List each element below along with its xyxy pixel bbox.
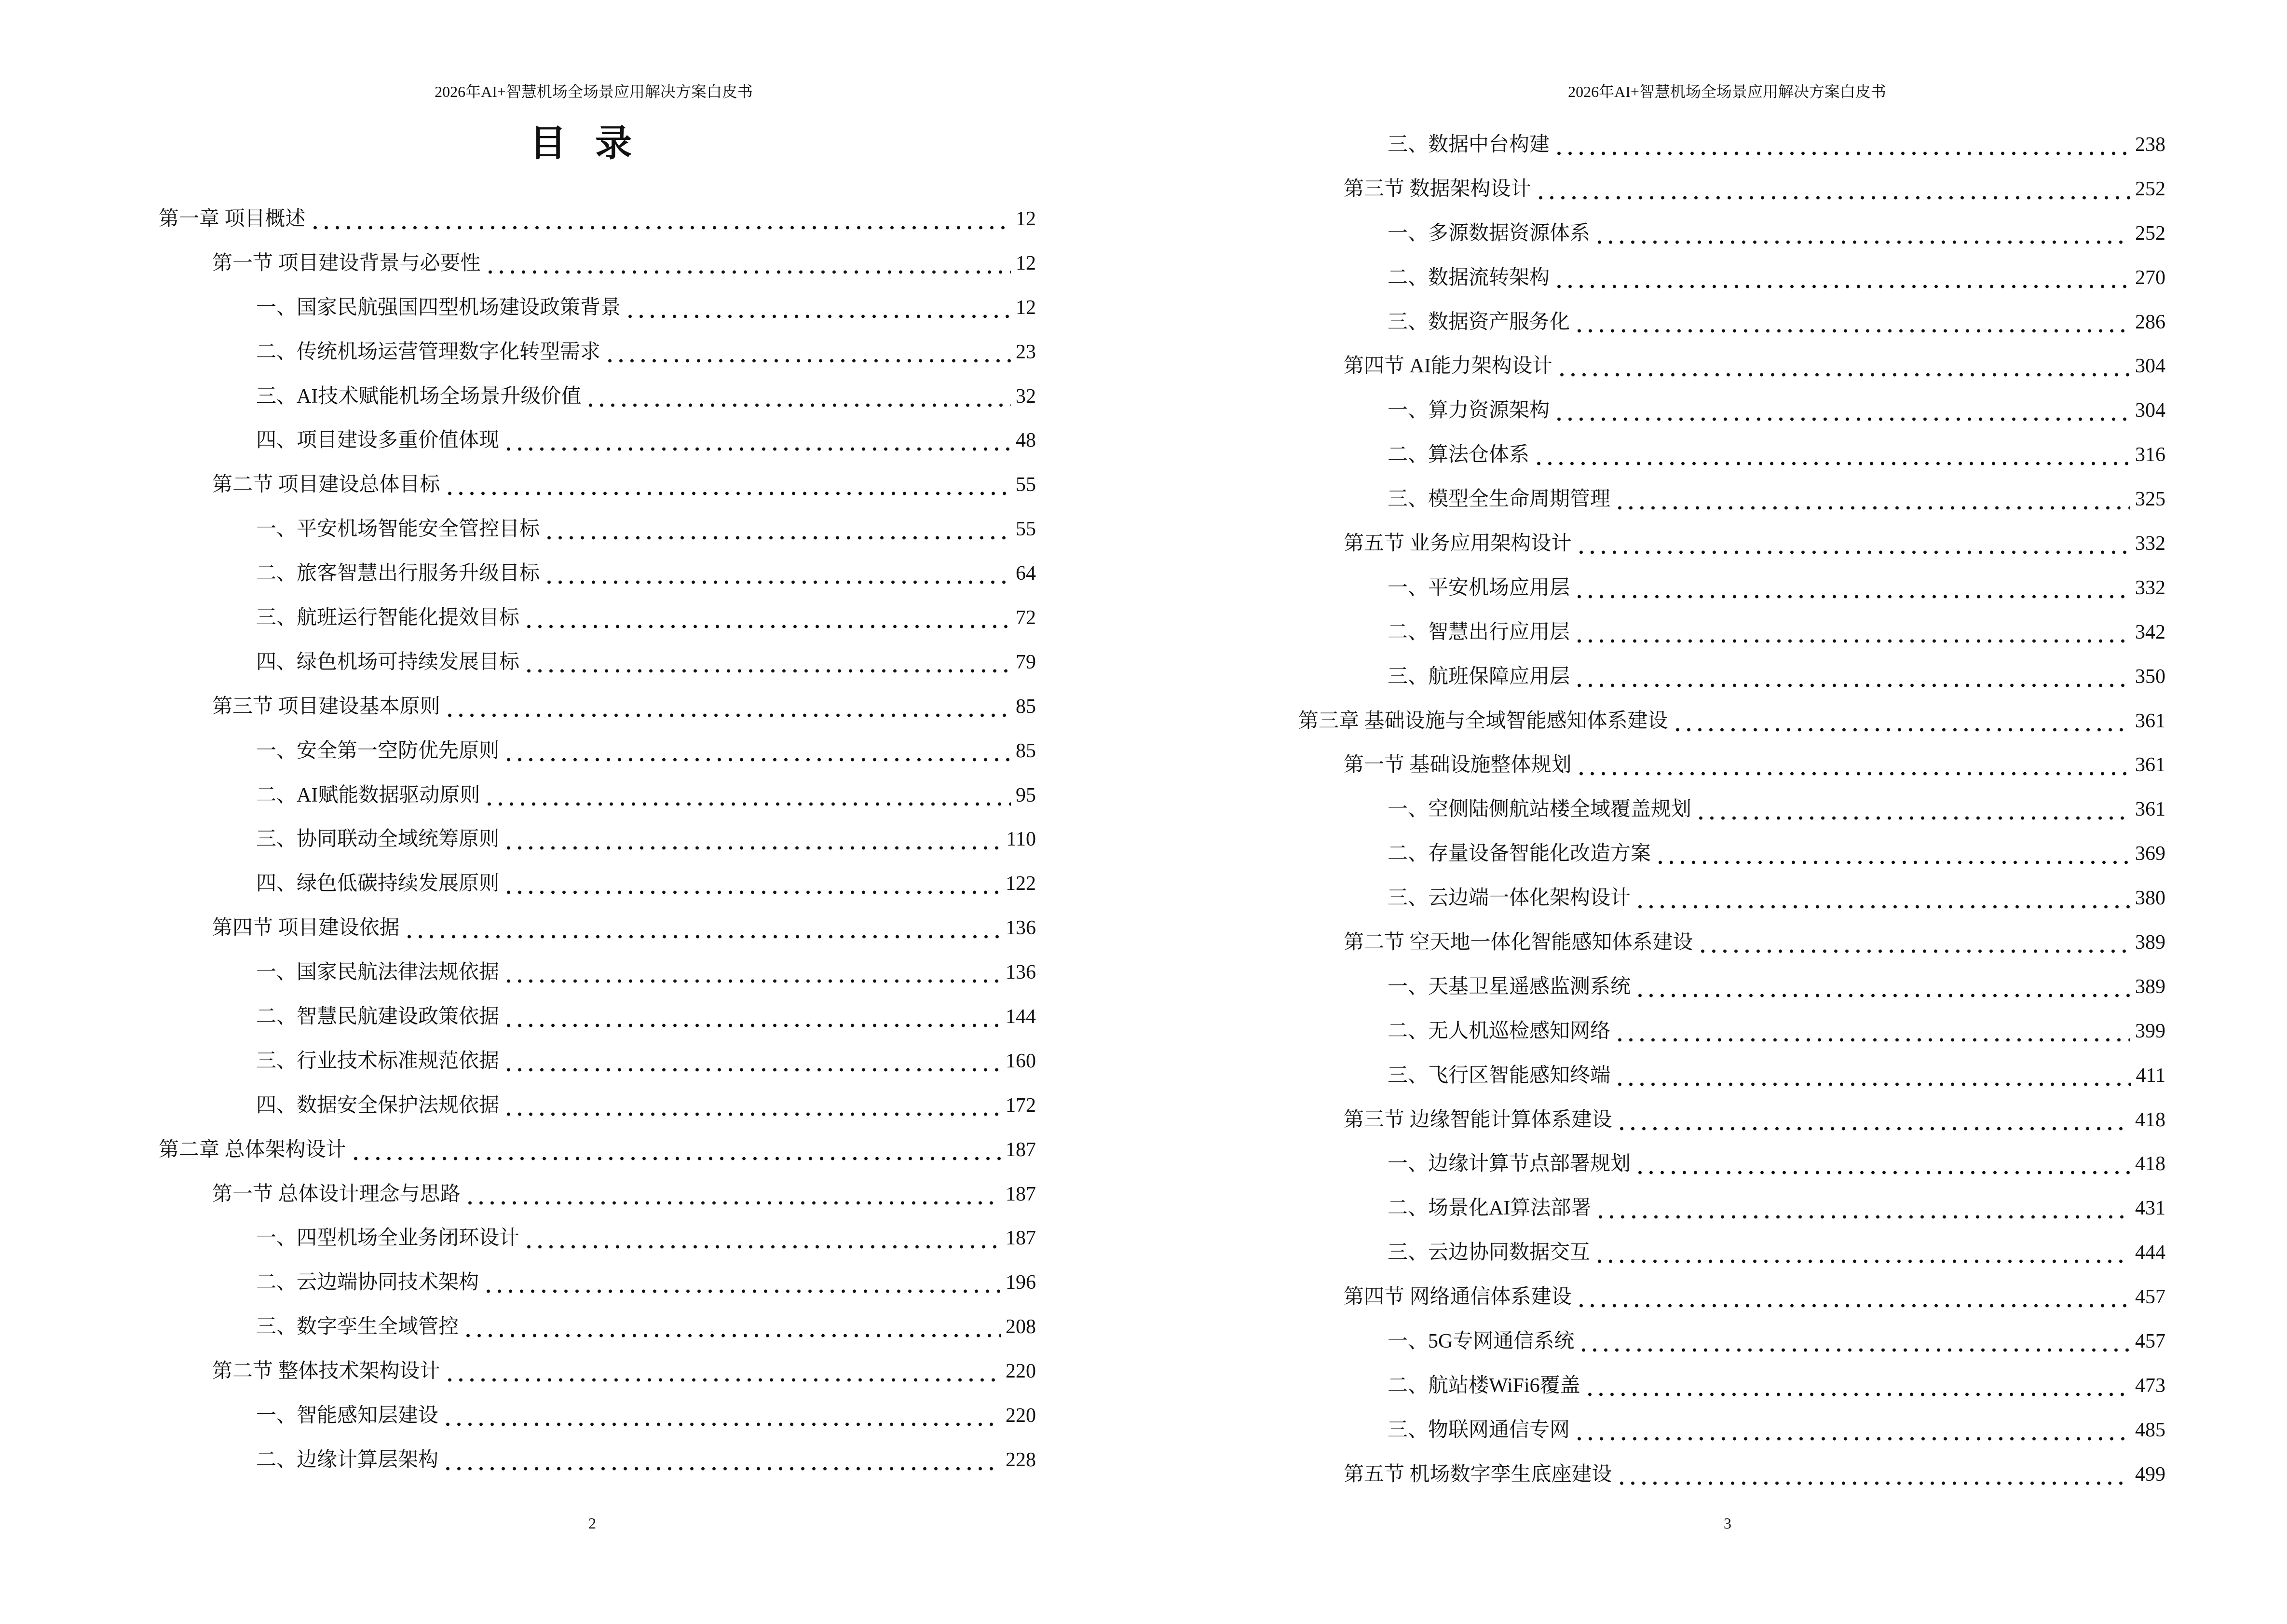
toc-entry-page-number: 350 [2135,665,2165,688]
toc-entry-page-number: 95 [1016,784,1036,806]
toc-entry-label: 二、存量设备智能化改造方案 [1388,843,1651,865]
dot-leader [1574,621,2130,644]
toc-entry-subsection[interactable] [0,551,1144,596]
toc-entry-label: 第三节 边缘智能计算体系建设 [1344,1108,1612,1131]
toc-entry-label: 一、边缘计算节点部署规划 [1388,1153,1631,1175]
toc-entry-page-number: 110 [1006,828,1036,851]
toc-entry-page-number: 136 [1006,961,1036,984]
dot-leader [1616,1108,2130,1132]
toc-entry-label: 二、智慧民航建设政策依据 [256,1005,500,1028]
toc-entry-section[interactable] [1144,743,2287,787]
dot-leader [1614,488,2130,511]
toc-entry-page-number: 55 [1016,474,1036,496]
toc-entry-label: 三、航班运行智能化提效目标 [256,606,520,629]
dot-leader [442,1448,1001,1472]
toc-entry-subsection[interactable] [0,817,1144,861]
toc-entry-page-number: 361 [2135,754,2165,777]
toc-entry-label: 第三章 基础设施与全域智能感知体系建设 [1298,710,1668,732]
toc-entry-page-number: 72 [1016,606,1036,629]
toc-entry-label: 四、项目建设多重价值体现 [256,429,500,452]
toc-entry-subsection[interactable] [1144,610,2287,655]
toc-entry-page-number: 32 [1016,385,1036,408]
toc-entry-subsection[interactable] [0,950,1144,995]
toc-entry-page-number: 444 [2135,1242,2165,1264]
toc-entry-section[interactable] [1144,1452,2287,1497]
toc-entry-page-number: 160 [1006,1050,1036,1072]
toc-entry-subsection[interactable] [1144,566,2287,610]
toc-entry-label: 第五节 业务应用架构设计 [1344,532,1572,555]
toc-entry-label: 第一节 项目建设背景与必要性 [212,252,481,274]
toc-entry-page-number: 64 [1016,562,1036,585]
toc-entry-subsection[interactable] [1144,1408,2287,1452]
dot-leader [1574,311,2130,334]
dot-leader [503,961,1001,984]
toc-entry-page-number: 252 [2135,177,2165,200]
toc-entry-page-number: 136 [1006,917,1036,940]
toc-entry-label: 第四节 网络通信体系建设 [1344,1286,1572,1309]
dot-leader [1553,399,2130,422]
toc-entry-label: 三、模型全生命周期管理 [1388,488,1611,511]
toc-entry-subsection[interactable] [0,1438,1144,1482]
dot-leader [1553,266,2130,289]
dot-leader [1672,710,2130,733]
dot-leader [442,1404,1001,1427]
toc-entry-section[interactable] [1144,920,2287,965]
toc-title: 目录 [530,123,661,164]
dot-leader [1533,443,2130,466]
toc-entry-page-number: 380 [2135,887,2165,910]
dot-leader [1614,1064,2131,1087]
toc-entry-section[interactable] [0,463,1144,507]
toc-entry-subsection[interactable] [1144,433,2287,477]
dot-leader [544,518,1011,541]
toc-entry-page-number: 325 [2135,488,2165,511]
toc-entry-subsection[interactable] [0,330,1144,374]
dot-leader [503,429,1011,452]
toc-entry-subsection[interactable] [1144,300,2287,344]
toc-entry-label: 二、云边端协同技术架构 [256,1271,479,1294]
toc-entry-label: 一、天基卫星遥感监测系统 [1388,975,1631,998]
dot-leader [503,872,1001,895]
toc-entry-label: 三、协同联动全域统筹原则 [256,828,500,851]
toc-entry-label: 二、边缘计算层架构 [256,1448,439,1471]
toc-entry-label: 一、四型机场全业务闭环设计 [256,1227,520,1250]
toc-entry-label: 三、飞行区智能感知终端 [1388,1064,1611,1087]
toc-entry-label: 二、算法仓体系 [1388,444,1530,466]
toc-entry-label: 一、算力资源架构 [1388,399,1550,422]
toc-entry-subsection[interactable] [0,1305,1144,1349]
toc-entry-page-number: 304 [2135,355,2165,378]
toc-entry-page-number: 342 [2135,621,2165,643]
toc-entry-page-number: 208 [1006,1316,1036,1338]
dot-leader [1634,975,2130,998]
toc-entry-label: 第一节 基础设施整体规划 [1344,754,1572,777]
dot-leader [1576,532,2130,555]
running-header: 2026年AI+智慧机场全场景应用解决方案白皮书 [435,83,753,100]
dot-leader [523,651,1011,674]
dot-leader [444,1360,1001,1383]
toc-entry-page-number: 12 [1016,207,1036,230]
toc-entry-label: 第三节 数据架构设计 [1344,177,1531,200]
toc-entry-label: 三、AI技术赋能机场全场景升级价值 [256,385,582,408]
dot-leader [523,606,1011,629]
dot-leader [1614,1020,2130,1043]
page-number: 3 [1724,1515,1731,1532]
toc-entry-subsection[interactable] [1144,832,2287,876]
toc-entry-label: 二、数据流转架构 [1388,266,1550,289]
toc-entry-section[interactable] [1144,521,2287,566]
toc-entry-page-number: 55 [1016,518,1036,541]
toc-entry-subsection[interactable] [0,418,1144,463]
toc-entry-label: 三、航班保障应用层 [1388,665,1570,688]
dot-leader [1616,1463,2130,1486]
toc-entry-label: 四、数据安全保护法规依据 [256,1094,500,1117]
toc-entry-page-number: 270 [2135,266,2165,289]
toc-entry-label: 第二节 项目建设总体目标 [212,474,440,496]
toc-entry-label: 第四节 AI能力架构设计 [1344,355,1552,378]
toc-entry-label: 三、云边协同数据交互 [1388,1242,1591,1264]
toc-entry-label: 一、安全第一空防优先原则 [256,739,500,762]
toc-entry-page-number: 85 [1016,695,1036,718]
toc-entry-label: 第二章 总体架构设计 [159,1138,346,1161]
toc-entry-subsection[interactable] [1144,477,2287,521]
toc-entry-page-number: 411 [2136,1064,2165,1087]
dot-leader [503,1050,1001,1073]
toc-entry-subsection[interactable] [1144,256,2287,300]
toc-entry-page-number: 389 [2135,975,2165,998]
toc-entry-subsection[interactable] [1144,388,2287,433]
running-header: 2026年AI+智慧机场全场景应用解决方案白皮书 [1568,83,1886,100]
dot-leader [1556,355,2130,378]
table-of-contents [1144,123,2287,1497]
toc-entry-section[interactable] [0,241,1144,286]
dot-leader [1576,753,2130,777]
dot-leader [1594,222,2130,245]
dot-leader [604,341,1011,364]
toc-entry-section[interactable] [0,684,1144,729]
toc-entry-subsection[interactable] [1144,123,2287,167]
right-page [1144,0,2287,1624]
dot-leader [1576,1285,2130,1309]
dot-leader [503,739,1011,763]
toc-entry-label: 二、航站楼WiFi6覆盖 [1388,1374,1580,1397]
toc-entry-label: 三、数据中台构建 [1388,133,1550,156]
toc-entry-subsection[interactable] [1144,1053,2287,1098]
toc-entry-subsection[interactable] [0,1216,1144,1260]
toc-entry-label: 一、平安机场智能安全管控目标 [256,518,540,541]
toc-entry-page-number: 187 [1006,1138,1036,1161]
toc-entry-label: 一、国家民航强国四型机场建设政策背景 [256,296,621,319]
dot-leader [1574,1419,2130,1442]
dot-leader [1634,887,2130,910]
dot-leader [1574,665,2130,688]
toc-entry-subsection[interactable] [1144,655,2287,699]
toc-entry-page-number: 172 [1006,1094,1036,1117]
dot-leader [503,828,1002,851]
toc-entry-subsection[interactable] [1144,211,2287,256]
dot-leader [625,296,1011,319]
dot-leader [1595,1197,2130,1220]
toc-entry-label: 二、AI赋能数据驱动原则 [256,784,480,806]
toc-entry-label: 三、云边端一体化架构设计 [1388,887,1631,910]
toc-entry-subsection[interactable] [0,773,1144,818]
toc-entry-subsection[interactable] [1144,1186,2287,1230]
toc-entry-page-number: 252 [2135,222,2165,245]
toc-entry-page-number: 196 [1006,1271,1036,1294]
toc-entry-page-number: 79 [1016,651,1036,673]
dot-leader [585,385,1011,408]
toc-entry-label: 一、平安机场应用层 [1388,576,1570,599]
toc-entry-label: 第五节 机场数字孪生底座建设 [1344,1463,1612,1486]
dot-leader [464,1183,1001,1206]
toc-entry-subsection[interactable] [1144,787,2287,832]
toc-entry-label: 第四节 项目建设依据 [212,917,400,940]
toc-entry-page-number: 316 [2135,444,2165,466]
toc-entry-page-number: 238 [2135,133,2165,156]
toc-entry-subsection[interactable] [1144,1009,2287,1053]
toc-entry-subsection[interactable] [1144,965,2287,1009]
toc-entry-page-number: 332 [2135,532,2165,555]
toc-entry-subsection[interactable] [0,640,1144,684]
toc-entry-page-number: 431 [2135,1197,2165,1220]
toc-entry-label: 四、绿色机场可持续发展目标 [256,651,520,673]
toc-entry-subsection[interactable] [0,596,1144,640]
toc-entry-page-number: 485 [2135,1419,2165,1441]
toc-entry-page-number: 220 [1006,1360,1036,1383]
toc-entry-page-number: 499 [2135,1463,2165,1486]
toc-entry-page-number: 286 [2135,311,2165,333]
dot-leader [1578,1330,2130,1353]
toc-entry-label: 第二节 整体技术架构设计 [212,1360,440,1383]
dot-leader [1655,842,2130,865]
toc-entry-subsection[interactable] [0,1083,1144,1128]
toc-entry-page-number: 12 [1016,296,1036,319]
toc-entry-label: 一、空侧陆侧航站楼全域覆盖规划 [1388,798,1692,821]
dot-leader [310,207,1011,231]
page-number: 2 [588,1515,596,1532]
toc-entry-section[interactable] [1144,1275,2287,1319]
toc-entry-label: 二、无人机巡检感知网络 [1388,1020,1611,1042]
toc-entry-label: 二、旅客智慧出行服务升级目标 [256,562,540,585]
dot-leader [503,1005,1001,1028]
dot-leader [1594,1241,2130,1264]
toc-entry-section[interactable] [1144,167,2287,211]
toc-entry-page-number: 122 [1006,873,1036,895]
toc-entry-page-number: 389 [2135,931,2165,954]
toc-entry-subsection[interactable] [1144,1319,2287,1364]
dot-leader [1535,177,2130,201]
toc-entry-subsection[interactable] [1144,1230,2287,1275]
toc-entry-section[interactable] [0,906,1144,950]
dot-leader [463,1315,1001,1338]
toc-entry-page-number: 187 [1006,1227,1036,1250]
toc-entry-page-number: 220 [1006,1404,1036,1427]
dot-leader [1574,576,2130,600]
dot-leader [350,1138,1001,1161]
toc-entry-page-number: 418 [2135,1108,2165,1131]
toc-entry-label: 第一章 项目概述 [159,207,306,230]
toc-entry-label: 三、行业技术标准规范依据 [256,1050,500,1072]
dot-leader [544,562,1011,585]
toc-entry-page-number: 187 [1006,1183,1036,1205]
dot-leader [1695,798,2130,821]
toc-entry-page-number: 12 [1016,252,1036,274]
toc-entry-subsection[interactable] [1144,876,2287,920]
toc-entry-page-number: 361 [2135,798,2165,821]
toc-entry-label: 三、数字孪生全域管控 [256,1316,459,1338]
toc-entry-subsection[interactable] [0,729,1144,773]
toc-entry-section[interactable] [0,1172,1144,1216]
toc-entry-page-number: 418 [2135,1153,2165,1175]
toc-entry-chapter[interactable] [0,197,1144,241]
toc-entry-subsection[interactable] [0,374,1144,419]
toc-entry-label: 一、5G专网通信系统 [1388,1330,1575,1352]
toc-entry-subsection[interactable] [0,995,1144,1039]
toc-entry-page-number: 369 [2135,843,2165,865]
toc-entry-label: 第一节 总体设计理念与思路 [212,1183,461,1205]
toc-entry-page-number: 23 [1016,341,1036,363]
toc-entry-label: 三、数据资产服务化 [1388,311,1570,333]
toc-entry-page-number: 473 [2135,1374,2165,1397]
toc-entry-label: 二、智慧出行应用层 [1388,621,1570,643]
dot-leader [1634,1152,2130,1175]
toc-entry-section[interactable] [1144,344,2287,388]
dot-leader [503,1094,1001,1117]
toc-entry-chapter[interactable] [0,1128,1144,1172]
toc-entry-page-number: 228 [1006,1448,1036,1471]
toc-entry-subsection[interactable] [0,1260,1144,1305]
toc-entry-page-number: 361 [2135,710,2165,732]
toc-entry-page-number: 85 [1016,739,1036,762]
toc-entry-page-number: 304 [2135,399,2165,422]
toc-entry-page-number: 144 [1006,1005,1036,1028]
toc-entry-page-number: 457 [2135,1286,2165,1309]
toc-entry-subsection[interactable] [0,286,1144,330]
toc-entry-page-number: 457 [2135,1330,2165,1352]
toc-entry-subsection[interactable] [0,1393,1144,1438]
toc-entry-chapter[interactable] [1144,699,2287,743]
dot-leader [484,784,1011,807]
table-of-contents [0,197,1144,1482]
dot-leader [1697,931,2130,954]
toc-entry-page-number: 332 [2135,576,2165,599]
dot-leader [1584,1374,2130,1397]
toc-entry-subsection[interactable] [1144,1142,2287,1186]
dot-leader [404,916,1001,940]
toc-entry-label: 第二节 空天地一体化智能感知体系建设 [1344,931,1693,954]
toc-entry-label: 第三节 项目建设基本原则 [212,695,440,718]
toc-entry-page-number: 399 [2135,1020,2165,1042]
toc-entry-label: 三、物联网通信专网 [1388,1419,1570,1441]
toc-entry-label: 一、多源数据资源体系 [1388,222,1591,245]
toc-entry-subsection[interactable] [0,861,1144,906]
dot-leader [444,695,1011,718]
dot-leader [523,1227,1001,1250]
toc-entry-label: 一、智能感知层建设 [256,1404,439,1427]
toc-entry-subsection[interactable] [1144,1364,2287,1408]
dot-leader [1553,133,2130,156]
toc-entry-label: 二、场景化AI算法部署 [1388,1197,1592,1220]
toc-entry-page-number: 48 [1016,429,1036,452]
toc-entry-label: 四、绿色低碳持续发展原则 [256,873,500,895]
toc-entry-section[interactable] [1144,1098,2287,1142]
toc-entry-section[interactable] [0,1349,1144,1393]
toc-entry-label: 一、国家民航法律法规依据 [256,961,500,984]
dot-leader [444,473,1011,496]
toc-entry-label: 二、传统机场运营管理数字化转型需求 [256,341,601,363]
dot-leader [483,1271,1001,1294]
toc-entry-subsection[interactable] [0,507,1144,551]
toc-entry-subsection[interactable] [0,1039,1144,1083]
dot-leader [485,252,1011,275]
